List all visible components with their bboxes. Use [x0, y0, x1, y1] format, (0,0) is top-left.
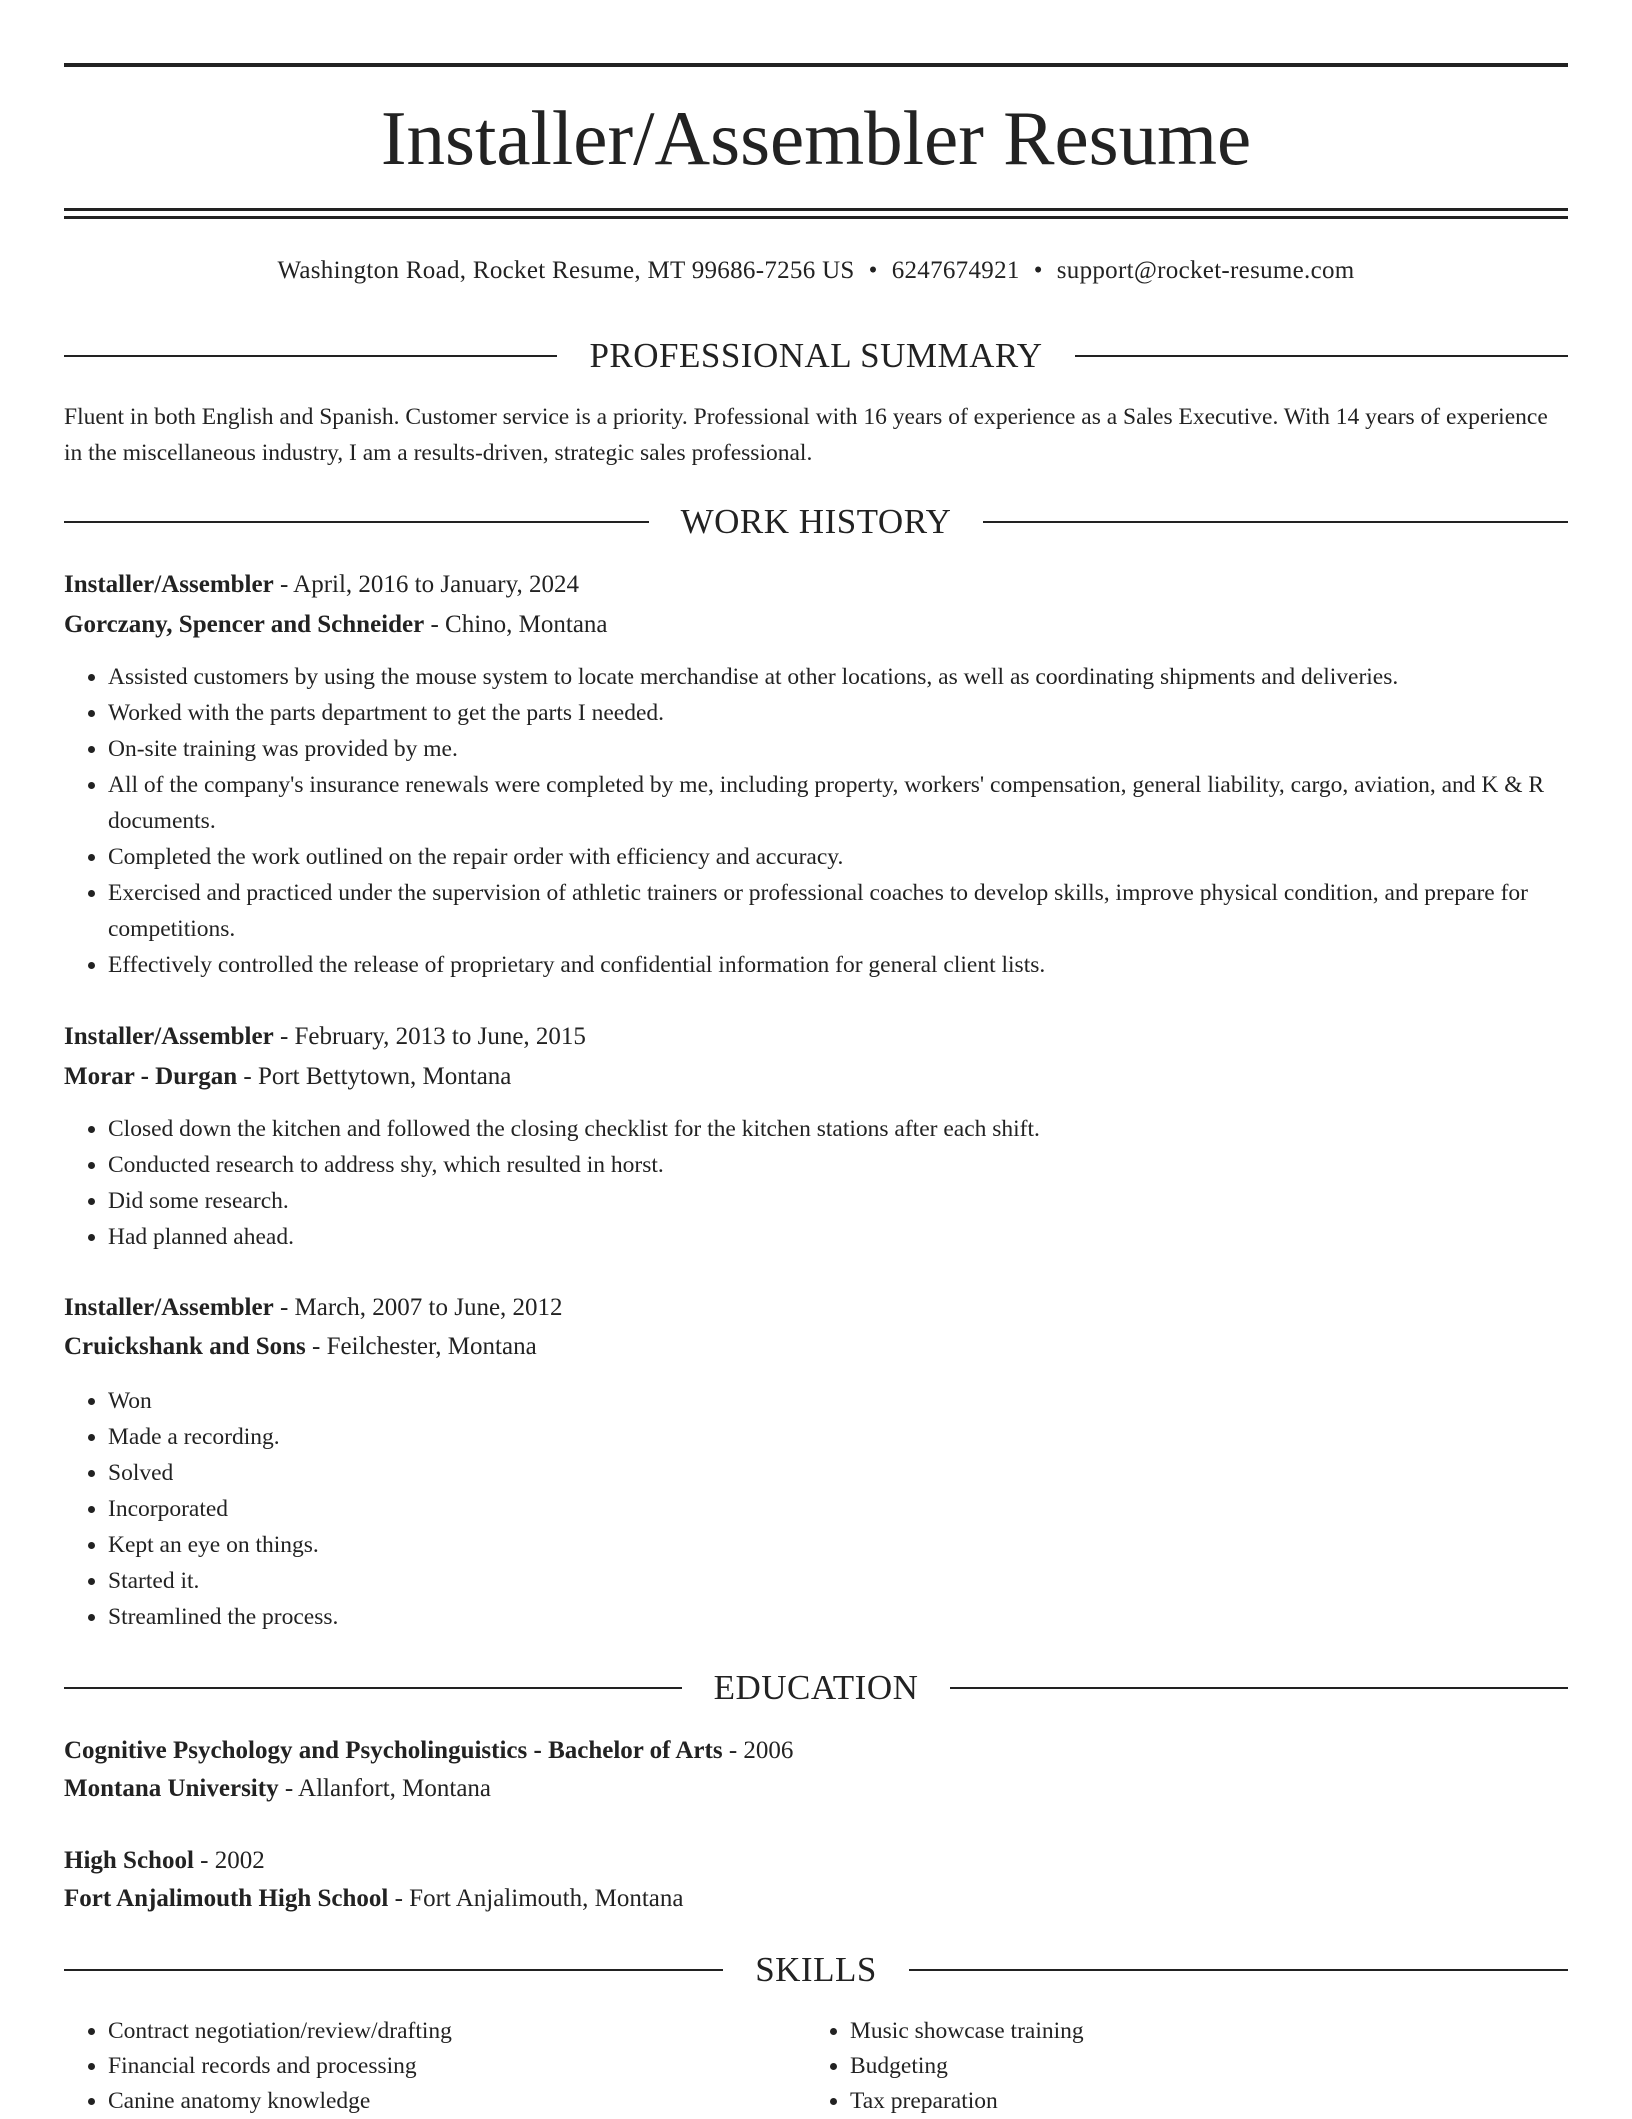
skills-list-right: [806, 2014, 1550, 2119]
job-location: - Feilchester, Montana: [305, 1333, 537, 1360]
list-item: • Worked with the parts department to get the parts I needed.: [108, 695, 1568, 731]
list-item: • Completed the work outlined on the repair order with efficiency and accuracy.: [108, 839, 1568, 875]
contact-separator: •: [868, 257, 878, 284]
job-company-line: [64, 607, 608, 643]
heading-rule: [64, 521, 649, 523]
list-item: • Assisted customers by using the mouse system to locate merchandise at other locations, as well as coordinating shipments and deliveries.: [108, 659, 1568, 695]
list-item: • Streamlined the process.: [108, 1599, 1568, 1635]
list-item: • Closed down the kitchen and followed the closing checklist for the kitchen stations after each shift.: [108, 1111, 1568, 1147]
job-title: Installer/Assembler: [64, 1023, 274, 1050]
skills-list-left: [64, 2014, 808, 2119]
education-degree-line: [64, 1733, 793, 1769]
summary-text: Fluent in both English and Spanish. Customer service is a priority. Professional with 16 years of experience as a Sales Executive. With 14 years of experience in the miscellaneous industry, I am a results-driven, strategic sales professional.: [64, 404, 1548, 466]
job-dates: - April, 2016 to January, 2024: [273, 571, 579, 598]
job-title: Installer/Assembler: [64, 571, 274, 598]
list-item: • Canine anatomy knowledge: [108, 2084, 808, 2119]
job-company-line: [64, 1059, 511, 1095]
resume-title: Installer/Assembler Resume: [380, 95, 1252, 181]
job-bullets: [64, 659, 1568, 983]
education-school-line: [64, 1771, 491, 1807]
job-title-line: [64, 567, 579, 603]
section-heading-education: [64, 1666, 1568, 1710]
job-company: Cruickshank and Sons: [64, 1333, 306, 1360]
list-item: • Did some research.: [108, 1183, 1568, 1219]
list-item: • Incorporated: [108, 1491, 1568, 1527]
contact-phone: 6247674921: [891, 257, 1020, 284]
job-company-line: [64, 1329, 537, 1365]
job-company: Morar - Durgan: [64, 1063, 238, 1090]
education-location: - Fort Anjalimouth, Montana: [388, 1885, 684, 1912]
job-location: - Port Bettytown, Montana: [237, 1063, 512, 1090]
education-year: - 2002: [193, 1847, 265, 1874]
education-year: - 2006: [722, 1737, 794, 1764]
job-bullets: [64, 1111, 1568, 1255]
education-location: - Allanfort, Montana: [278, 1775, 492, 1802]
section-title: SKILLS: [755, 1950, 877, 1989]
heading-rule: [909, 1969, 1568, 1971]
contact-line: [64, 254, 1568, 288]
job-bullets: [64, 1383, 1568, 1635]
heading-rule: [64, 355, 557, 357]
job-company: Gorczany, Spencer and Schneider: [64, 611, 425, 638]
job-title-line: [64, 1019, 586, 1055]
contact-email: support@rocket-resume.com: [1056, 257, 1355, 284]
section-title: PROFESSIONAL SUMMARY: [589, 336, 1043, 375]
section-title: EDUCATION: [713, 1668, 919, 1707]
education-degree: Cognitive Psychology and Psycholinguistics - Bachelor of Arts: [64, 1737, 723, 1764]
list-item: • Made a recording.: [108, 1419, 1568, 1455]
list-item: • Had planned ahead.: [108, 1219, 1568, 1255]
list-item: • Exercised and practiced under the supervision of athletic trainers or professional coaches to develop skills, improve physical condition, and prepare for competitions.: [108, 875, 1568, 947]
job-dates: - February, 2013 to June, 2015: [273, 1023, 586, 1050]
education-school-line: [64, 1881, 683, 1917]
education-degree: High School: [64, 1847, 194, 1874]
contact-address: Washington Road, Rocket Resume, MT 99686-7256 US: [277, 257, 855, 284]
list-item: • Music showcase training: [850, 2014, 1550, 2049]
heading-rule: [64, 1687, 682, 1689]
job-title-line: [64, 1290, 563, 1326]
heading-rule: [1075, 355, 1568, 357]
heading-rule: [950, 1687, 1568, 1689]
top-rule: [64, 63, 1568, 67]
list-item: • Kept an eye on things.: [108, 1527, 1568, 1563]
list-item: • Won: [108, 1383, 1568, 1419]
title-rule-upper: [64, 208, 1568, 211]
list-item: • Tax preparation: [850, 2084, 1550, 2119]
title-rule-lower: [64, 216, 1568, 219]
heading-rule: [64, 1969, 723, 1971]
job-title: Installer/Assembler: [64, 1294, 274, 1321]
heading-rule: [983, 521, 1568, 523]
list-item: • All of the company's insurance renewals were completed by me, including property, workers' compensation, general liability, cargo, aviation, and K & R documents.: [108, 767, 1568, 839]
education-school: Fort Anjalimouth High School: [64, 1885, 389, 1912]
list-item: • On-site training was provided by me.: [108, 731, 1568, 767]
education-degree-line: [64, 1843, 265, 1879]
job-dates: - March, 2007 to June, 2012: [273, 1294, 563, 1321]
list-item: • Conducted research to address shy, which resulted in horst.: [108, 1147, 1568, 1183]
list-item: • Effectively controlled the release of proprietary and confidential information for general client lists.: [108, 947, 1568, 983]
job-location: - Chino, Montana: [424, 611, 608, 638]
list-item: • Contract negotiation/review/drafting: [108, 2014, 808, 2049]
section-title: WORK HISTORY: [680, 502, 952, 541]
section-heading-skills: [64, 1948, 1568, 1992]
list-item: • Started it.: [108, 1563, 1568, 1599]
education-school: Montana University: [64, 1775, 279, 1802]
list-item: • Solved: [108, 1455, 1568, 1491]
section-heading-work-history: [64, 500, 1568, 544]
section-heading-summary: [64, 334, 1568, 378]
list-item: • Budgeting: [850, 2049, 1550, 2084]
contact-separator: •: [1033, 257, 1043, 284]
list-item: • Financial records and processing: [108, 2049, 808, 2084]
